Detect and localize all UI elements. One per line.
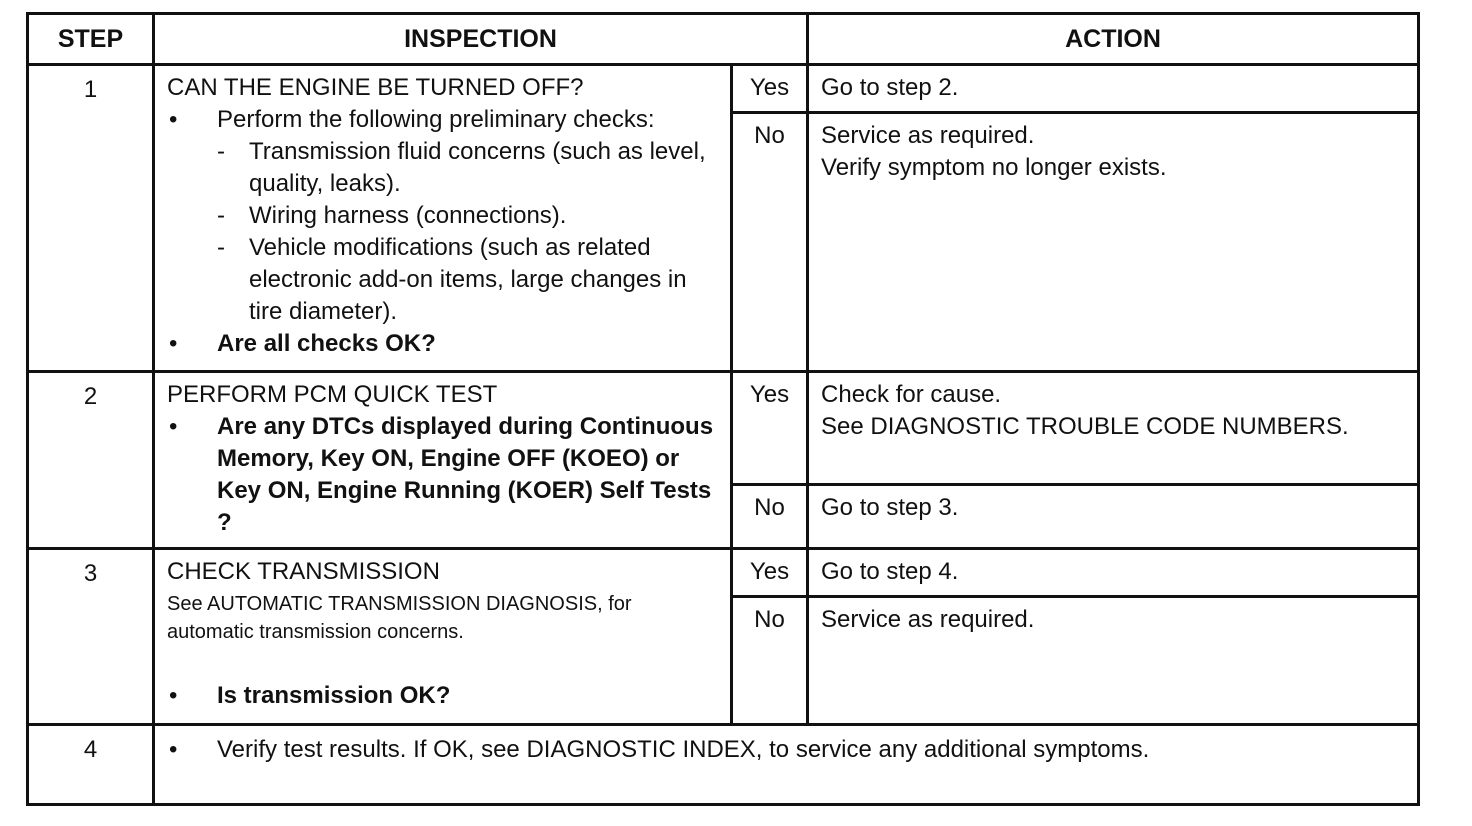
- inspection-cell: [154, 372, 732, 549]
- diagnostic-table: [26, 12, 1420, 806]
- table-row: [28, 65, 1419, 113]
- no-action: Go to step 3.: [808, 485, 1419, 549]
- sub-text: Transmission fluid concerns (such as level, quality, leaks).: [249, 138, 706, 197]
- bullet-item: [167, 680, 722, 712]
- bullet-item: [167, 328, 722, 360]
- action-header: ACTION: [808, 14, 1419, 65]
- step-number: 2: [28, 372, 154, 549]
- yes-action: Go to step 4.: [808, 549, 1419, 597]
- inspection-title: CAN THE ENGINE BE TURNED OFF?: [167, 74, 584, 101]
- yes-label: Yes: [732, 549, 808, 597]
- action-line: Service as required.: [821, 122, 1035, 149]
- inspection-title: PERFORM PCM QUICK TEST: [167, 381, 498, 408]
- table-row: [28, 725, 1419, 805]
- dash-icon: -: [217, 138, 225, 165]
- table-row: [28, 372, 1419, 485]
- header-row: [28, 14, 1419, 65]
- action-line: See DIAGNOSTIC TROUBLE CODE NUMBERS.: [821, 413, 1349, 440]
- dash-icon: -: [217, 234, 225, 261]
- sub-item: [167, 200, 722, 232]
- table-row: [28, 549, 1419, 597]
- bullet-question: Are any DTCs displayed during Continuous Memory, Key ON, Engine OFF (KOEO) or Key ON, Engine Running (KOER) Self Tests ?: [217, 413, 714, 536]
- inspection-cell: [154, 65, 732, 372]
- bullet-item: [167, 411, 722, 539]
- yes-label: Yes: [732, 372, 808, 485]
- sub-text: Vehicle modifications (such as related electronic add-on items, large changes in tire diameter).: [249, 234, 687, 325]
- bullet-question: Is transmission OK?: [217, 682, 451, 709]
- yes-action: Go to step 2.: [808, 65, 1419, 113]
- action-line: Verify symptom no longer exists.: [821, 154, 1167, 181]
- inspection-header: INSPECTION: [154, 14, 808, 65]
- bullet-icon: •: [169, 413, 178, 440]
- bullet-question: Are all checks OK?: [217, 330, 436, 357]
- no-label: No: [732, 113, 808, 372]
- no-action: [808, 113, 1419, 372]
- inspection-note: See AUTOMATIC TRANSMISSION DIAGNOSIS, for automatic transmission concerns.: [167, 593, 632, 643]
- step-number: 3: [28, 549, 154, 725]
- dash-icon: -: [217, 202, 225, 229]
- bullet-icon: •: [169, 330, 178, 357]
- yes-label: Yes: [732, 65, 808, 113]
- sub-text: Wiring harness (connections).: [249, 202, 567, 229]
- action-line: Check for cause.: [821, 381, 1002, 408]
- bullet-text: Perform the following preliminary checks:: [217, 106, 655, 133]
- bullet-text: Verify test results. If OK, see DIAGNOSTIC INDEX, to service any additional symptoms.: [217, 736, 1150, 763]
- step-number: 4: [28, 725, 154, 805]
- sub-item: [167, 136, 722, 200]
- bullet-icon: •: [169, 736, 178, 763]
- no-action: Service as required.: [808, 597, 1419, 725]
- step-number: 1: [28, 65, 154, 372]
- yes-action: [808, 372, 1419, 485]
- step-header: STEP: [28, 14, 154, 65]
- bullet-icon: •: [169, 682, 178, 709]
- bullet-item: [167, 104, 722, 136]
- inspection-cell: [154, 725, 1419, 805]
- inspection-cell: [154, 549, 732, 725]
- sub-item: [167, 232, 722, 328]
- no-label: No: [732, 597, 808, 725]
- inspection-title: CHECK TRANSMISSION: [167, 558, 440, 585]
- bullet-icon: •: [169, 106, 178, 133]
- bullet-item: [167, 734, 1409, 766]
- no-label: No: [732, 485, 808, 549]
